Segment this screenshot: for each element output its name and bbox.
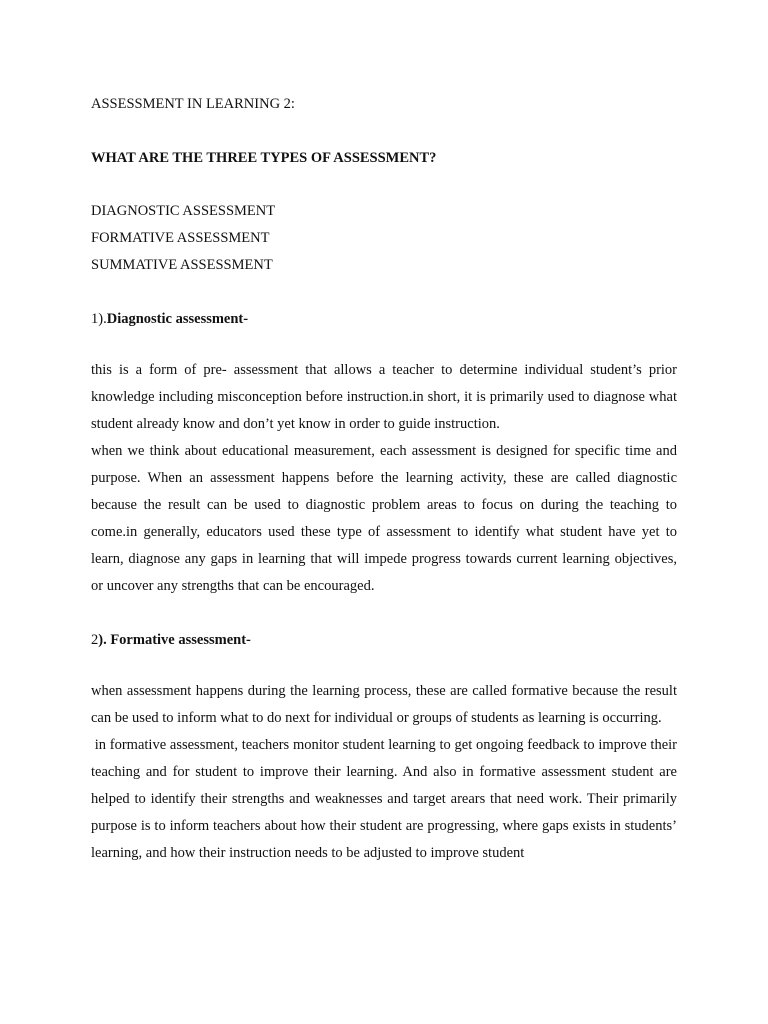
section-heading-text: ). Formative assessment-	[98, 632, 251, 648]
section-number: 2	[91, 632, 99, 648]
type-item-summative: SUMMATIVE ASSESSMENT	[91, 257, 273, 273]
section-heading-text: Diagnostic assessment-	[106, 311, 249, 327]
section-body-formative	[91, 678, 681, 867]
section-heading-formative	[91, 631, 251, 649]
section-heading-diagnostic	[91, 310, 248, 328]
paragraph: when assessment happens during the learning process, these are called formative because the result can be used to inform what to do next for individual or groups of students as learning is occurring.	[91, 683, 677, 726]
document-title: ASSESSMENT IN LEARNING 2:	[91, 96, 295, 112]
paragraph: this is a form of pre- assessment that allows a teacher to determine individual student’s prior knowledge including misconception before instruction.in short, it is primarily used to diagnose what student already know and don’t yet know in order to guide instruction.	[91, 362, 677, 432]
paragraph: when we think about educational measurement, each assessment is designed for specific time and purpose. When an assessment happens before the learning activity, these are called diagnostic because the result can be used to diagnostic problem areas to focus on during the teaching to come.in generally, educators used these type of assessment to identify what student have yet to learn, diagnose any gaps in learning that will impede progress towards current learning objectives, or uncover any strengths that can be encouraged.	[91, 443, 677, 594]
paragraph: in formative assessment, teachers monitor student learning to get ongoing feedback to improve their teaching and for student to improve their learning. And also in formative assessment student are helped to identify their strengths and weaknesses and target arears that need work. Their primarily purpose is to inform teachers about how their student are progressing, where gaps exists in students’ learning, and how their instruction needs to be adjusted to improve student	[91, 737, 681, 861]
section-body-diagnostic	[91, 357, 677, 600]
type-item-formative: FORMATIVE ASSESSMENT	[91, 230, 270, 246]
main-question: WHAT ARE THE THREE TYPES OF ASSESSMENT?	[91, 150, 437, 166]
section-number: 1).	[91, 311, 107, 327]
type-item-diagnostic: DIAGNOSTIC ASSESSMENT	[91, 203, 276, 219]
